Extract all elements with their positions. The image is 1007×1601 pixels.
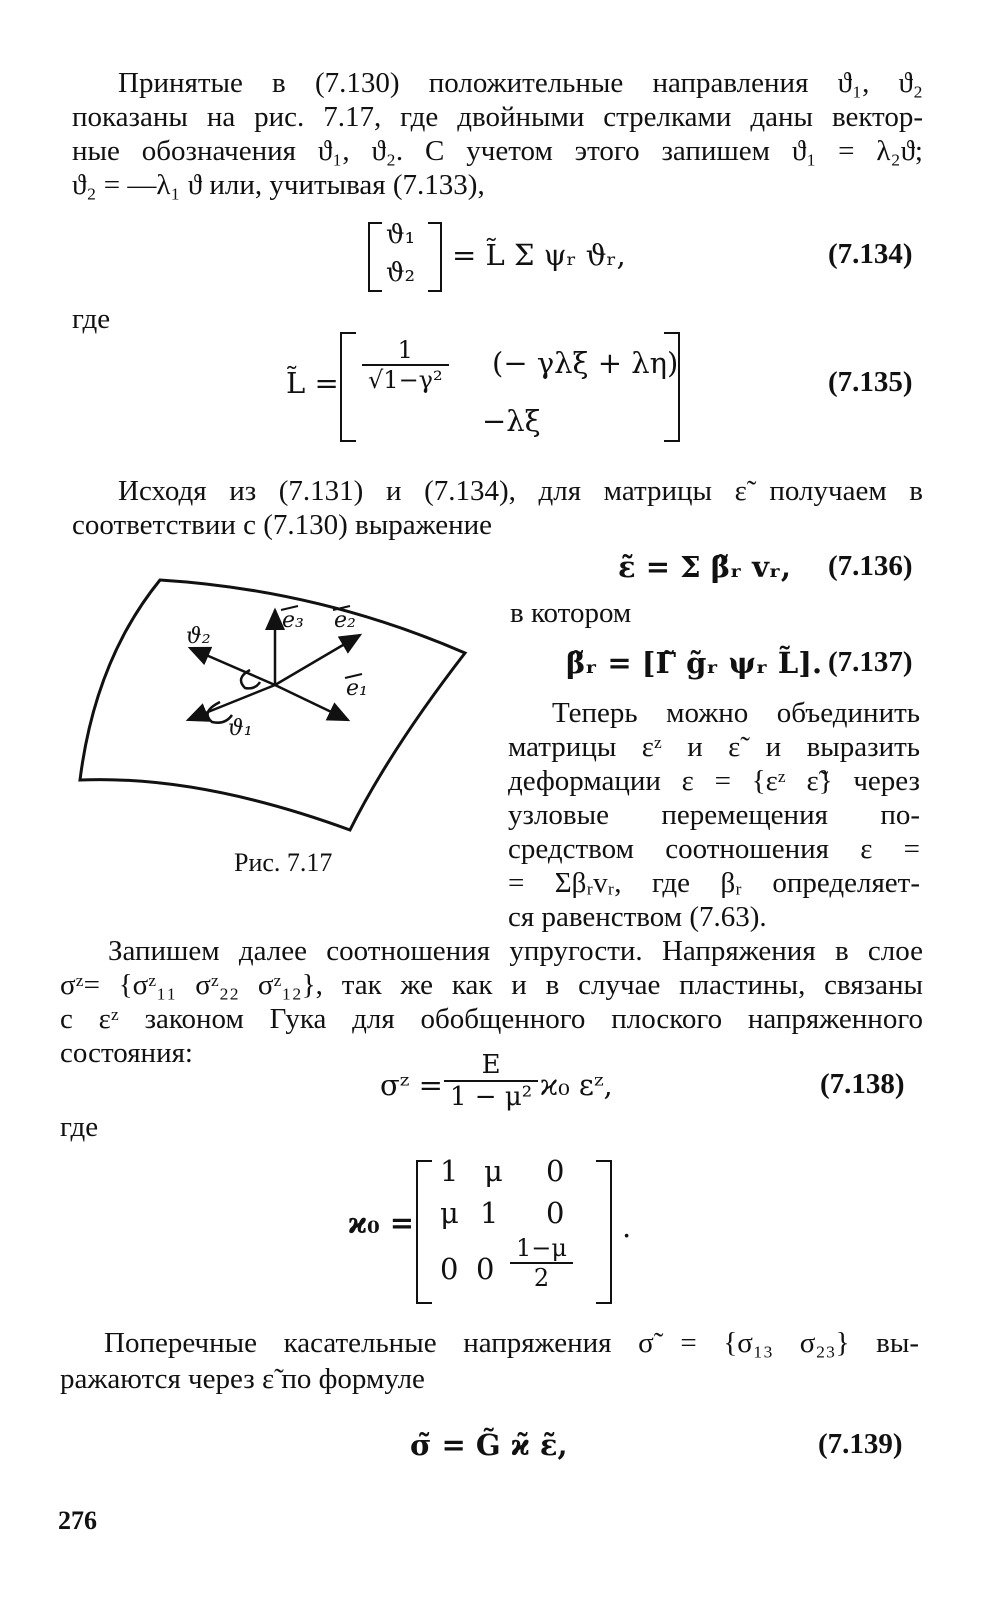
equation-number: (7.136) xyxy=(828,550,913,582)
matrix-entry: ϑ₂ xyxy=(386,258,416,288)
equation-lhs: L̃ = xyxy=(286,366,339,400)
figure-caption: Рис. 7.17 xyxy=(234,848,333,877)
matrix-entry: 0 xyxy=(440,1252,459,1286)
text-line: Теперь можно объединить xyxy=(552,697,920,729)
text-line: деформации ε = {εᶻ ε̃} через xyxy=(508,765,920,797)
text-line: Поперечные касательные напряжения σ̃ = {σ₁₃ σ₂₃} вы- xyxy=(104,1327,919,1359)
fraction-denominator: 1 − μ² xyxy=(450,1082,533,1112)
text-line: средством соотношения ε = xyxy=(508,833,920,865)
matrix-entry: 0 xyxy=(546,1154,565,1188)
text-line: с εᶻ законом Гука для обобщенного плоского напряженного xyxy=(60,1003,923,1035)
matrix-entry: μ xyxy=(484,1154,503,1188)
matrix-entry: ϑ₁ xyxy=(386,220,416,250)
matrix-entry: 0 xyxy=(546,1196,565,1230)
label-e2: e₂ xyxy=(334,608,356,633)
matrix-entry: −λξ xyxy=(482,404,541,438)
label-e3: e₃ xyxy=(282,608,304,633)
surface-outline xyxy=(80,580,465,830)
equation-number: (7.135) xyxy=(828,366,913,398)
matrix-entry: (− γλξ + λη) xyxy=(492,346,679,380)
fraction xyxy=(510,1234,573,1292)
text-line: ся равенством (7.63). xyxy=(508,901,767,933)
text-where: где xyxy=(60,1111,99,1143)
page-number: 276 xyxy=(58,1506,97,1535)
equation-number: (7.134) xyxy=(828,238,913,270)
fraction-denominator: 2 xyxy=(533,1264,550,1292)
label-theta1: ϑ₁ xyxy=(228,716,253,741)
matrix-entry: 1 xyxy=(440,1154,459,1188)
equation-rhs: ϰ₀ εᶻ, xyxy=(540,1068,613,1102)
matrix-entry: 1 xyxy=(480,1196,499,1230)
equation-number: (7.138) xyxy=(820,1068,905,1100)
e1-axis-arrow xyxy=(275,685,348,720)
text-line: показаны на рис. 7.17, где двойными стрелками даны вектор- xyxy=(72,101,923,133)
label-theta2: ϑ₂ xyxy=(186,624,211,649)
text-line: Запишем далее соотношения упругости. Напряжения в слое xyxy=(108,935,923,967)
matrix-entry: 0 xyxy=(476,1252,495,1286)
equation-body: σ̃ = G̃ ϰ̃ ε̃, xyxy=(410,1428,568,1462)
text-line: Исходя из (7.131) и (7.134), для матрицы ε̃ получаем в xyxy=(118,475,923,507)
fraction xyxy=(444,1050,538,1112)
fraction-numerator: 1−μ xyxy=(510,1234,573,1264)
text-where: где xyxy=(72,303,111,335)
rotation-arc-upper xyxy=(241,670,260,688)
equation-number: (7.139) xyxy=(818,1428,903,1460)
matrix-bracket-right xyxy=(664,332,680,442)
text-line: = Σβᵣvᵣ, где βᵣ определяет- xyxy=(508,867,920,899)
fraction-numerator: E xyxy=(444,1050,538,1082)
equation-number: (7.137) xyxy=(828,646,913,678)
period: . xyxy=(622,1210,632,1244)
text-line: состояния: xyxy=(60,1037,193,1069)
shell-surface-diagram xyxy=(70,570,480,840)
text-line: ражаются через ε̃ по формуле xyxy=(60,1363,425,1395)
label-e1: e₁ xyxy=(346,676,368,701)
fraction-denominator: √1−γ² xyxy=(368,366,443,394)
text-line: ϑ₂ = —λ₁ ϑ или, учитывая (7.133), xyxy=(72,169,485,201)
equation-lhs: σᶻ = xyxy=(380,1068,443,1102)
equation-rhs: = L̃ Σ ψᵣ ϑᵣ, xyxy=(452,238,626,272)
matrix-bracket-left xyxy=(368,222,382,292)
matrix-bracket-right xyxy=(596,1160,612,1304)
text-line: σᶻ= {σᶻ₁₁ σᶻ₂₂ σᶻ₁₂}, так же как и в случае пластины, связаны xyxy=(60,969,923,1001)
text-line: Принятые в (7.130) положительные направления ϑ₁, ϑ₂ xyxy=(118,67,923,99)
matrix-bracket-right xyxy=(428,222,442,292)
equation-lhs: ϰ₀ = xyxy=(348,1206,415,1240)
text-line: ные обозначения ϑ₁, ϑ₂. С учетом этого запишем ϑ₁ = λ₂ϑ; xyxy=(72,135,923,167)
text-line: соответствии с (7.130) выражение xyxy=(72,509,493,541)
fraction-numerator: 1 xyxy=(362,336,449,366)
text-line: узловые перемещения по- xyxy=(508,799,920,831)
matrix-bracket-left xyxy=(340,332,356,442)
text-line: матрицы εᶻ и ε̃ и выразить xyxy=(508,731,920,763)
equation-body: ε̃ = Σ β̃ᵣ vᵣ, xyxy=(618,550,792,584)
matrix-bracket-left xyxy=(416,1160,432,1304)
text-in-which: в котором xyxy=(510,597,632,629)
equation-body: β̃ᵣ = [Γ̃ g̃ᵣ ψᵣ L̃]. xyxy=(566,646,823,680)
fraction xyxy=(362,336,449,394)
v2-axis-arrow xyxy=(190,648,275,685)
matrix-entry: μ xyxy=(440,1196,459,1230)
